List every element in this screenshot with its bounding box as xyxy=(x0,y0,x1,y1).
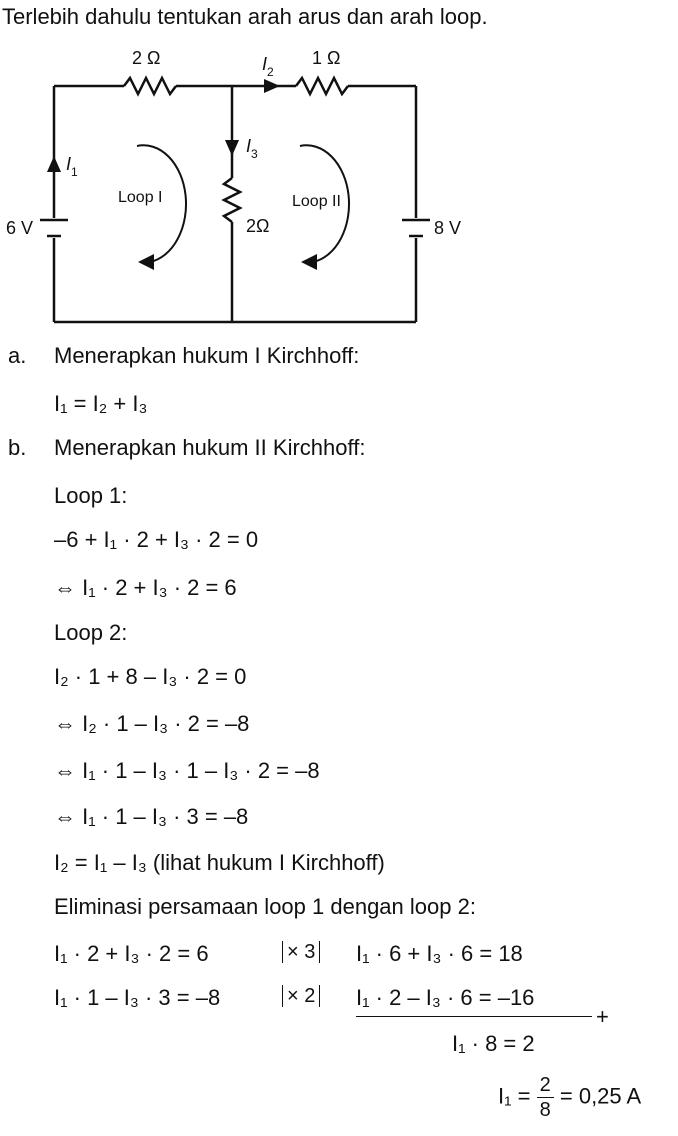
kcl-note: I₂ = I₁ – I₃ (lihat hukum I Kirchhoff) xyxy=(54,850,385,875)
kcl-equation: I₁ = I₂ + I₃ xyxy=(54,391,148,416)
loop-2-equation-4: ⇔ I₁ · 1 – I₃ · 3 = –8 xyxy=(54,804,249,829)
section-a-text: Menerapkan hukum I Kirchhoff: xyxy=(54,343,360,368)
loop-1-equation-2: ⇔ I₁ · 2 + I₃ · 2 = 6 xyxy=(54,575,237,600)
elim-left-equation-2: I₁ · 1 – I₃ · 3 = –8 xyxy=(54,985,221,1010)
section-b-text: Menerapkan hukum II Kirchhoff: xyxy=(54,435,366,460)
loop-2-equation-2: ⇔ I₂ · 1 – I₃ · 2 = –8 xyxy=(54,711,250,736)
section-b xyxy=(8,435,365,461)
result-fraction xyxy=(537,1073,554,1122)
i3-label: I xyxy=(246,136,252,156)
i2-sub: 2 xyxy=(267,65,274,79)
r-middle-label: 2Ω xyxy=(246,216,270,236)
svg-text:I2 xyxy=(262,54,274,79)
sum-line xyxy=(356,1016,592,1017)
intro-text: Terlebih dahulu tentukan arah arus dan arah loop. xyxy=(2,4,488,29)
i3-sub: 3 xyxy=(251,147,258,161)
i1-label: I xyxy=(66,154,72,174)
result-denominator: 8 xyxy=(539,1099,551,1121)
loop-2-equation-3: ⇔ I₁ · 1 – I₃ · 1 – I₃ · 2 = –8 xyxy=(54,758,320,783)
loop-2-equation-1: I₂ · 1 + 8 – I₃ · 2 = 0 xyxy=(54,664,247,689)
loop-1-label: Loop I xyxy=(118,189,163,206)
multiplier-2: × 2 xyxy=(282,985,320,1007)
loop-2-label: Loop II xyxy=(292,193,341,210)
section-a xyxy=(8,343,359,369)
result-lhs: I₁ = xyxy=(498,1083,531,1109)
svg-text:I3 xyxy=(246,136,258,161)
loop-2-heading: Loop 2: xyxy=(54,620,128,645)
loop-1-equation-1: –6 + I₁ · 2 + I₃ · 2 = 0 xyxy=(54,527,259,552)
multiplier-1: × 3 xyxy=(282,941,320,963)
svg-text:I1 xyxy=(66,154,78,179)
elimination-heading: Eliminasi persamaan loop 1 dengan loop 2: xyxy=(54,894,476,919)
circuit-diagram xyxy=(0,40,678,330)
elim-sum-equation: I₁ · 8 = 2 xyxy=(452,1031,535,1056)
v-left-label: 6 V xyxy=(6,218,34,238)
final-result xyxy=(498,1073,641,1122)
elim-left-equation-1: I₁ · 2 + I₃ · 2 = 6 xyxy=(54,941,209,966)
elim-right-equation-2: I₁ · 2 – I₃ · 6 = –16 xyxy=(356,985,535,1010)
i1-sub: 1 xyxy=(71,165,78,179)
result-rhs: = 0,25 A xyxy=(559,1083,642,1109)
elim-right-equation-1: I₁ · 6 + I₃ · 6 = 18 xyxy=(356,941,523,966)
r-top-left-label: 2 Ω xyxy=(132,48,161,68)
r-top-right-label: 1 Ω xyxy=(312,48,341,68)
section-a-marker: a. xyxy=(8,343,27,368)
plus-sign: + xyxy=(596,1004,609,1029)
result-numerator: 2 xyxy=(537,1073,554,1098)
i2-label: I xyxy=(262,54,268,74)
loop-1-heading: Loop 1: xyxy=(54,483,128,508)
v-right-label: 8 V xyxy=(434,218,462,238)
section-b-marker: b. xyxy=(8,435,27,460)
